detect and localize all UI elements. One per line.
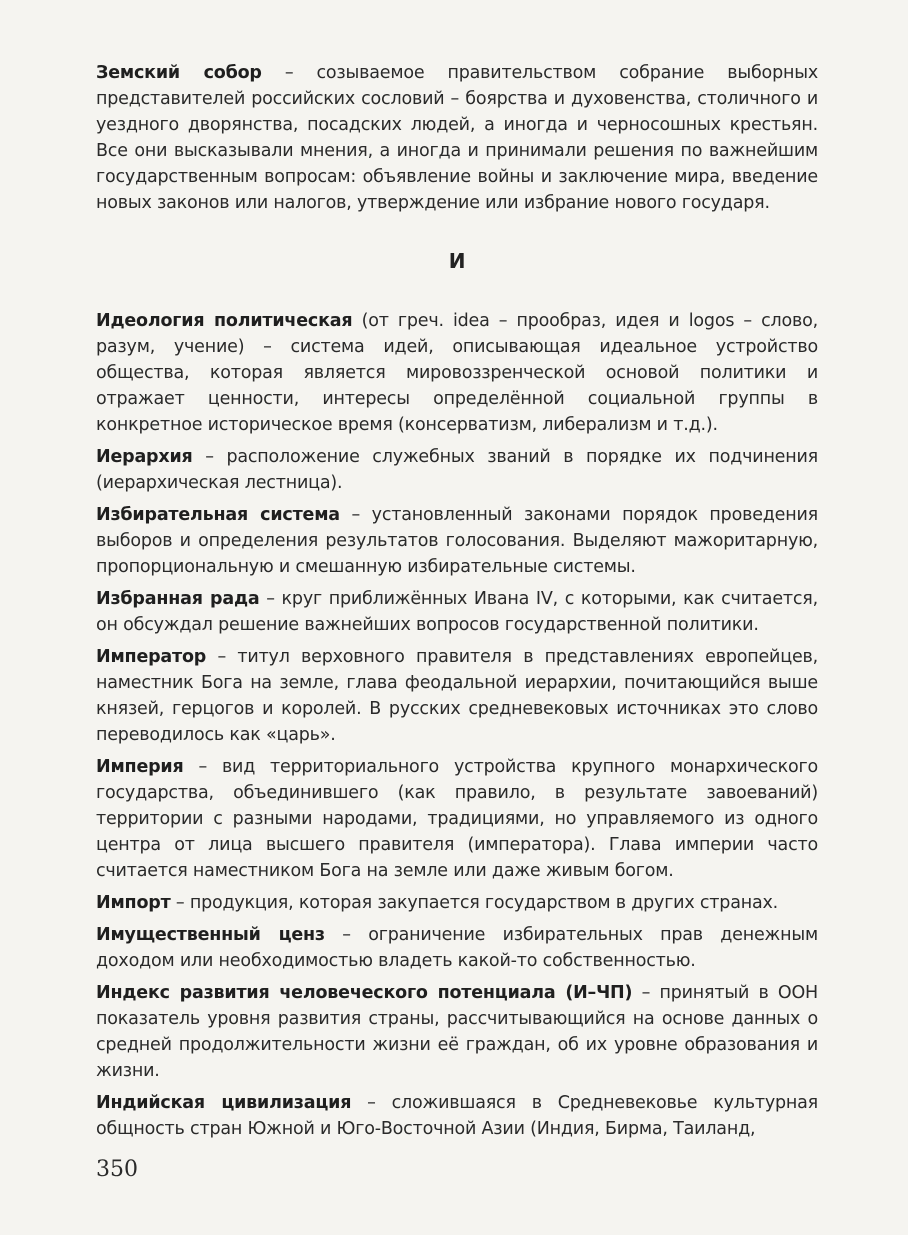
glossary-entry [96,586,818,638]
entry-term: Империя [96,757,184,777]
glossary-entry [96,644,818,748]
entry-definition: – продукция, которая закупается государством в других странах. [170,893,779,913]
entry-definition: – ограничение избирательных прав денежным доходом или необходимостью владеть какой-то собственностью. [96,925,818,971]
glossary-entry [96,922,818,974]
glossary-entry [96,890,818,916]
entry-definition: – установленный законами порядок проведения выборов и определения результатов голосования. Выделяют мажоритарную, пропорциональную и смешанную избирательные системы. [96,505,818,577]
entry-term: Император [96,647,207,667]
glossary-content [96,60,818,1148]
entry-term: Индийская цивилизация [96,1093,352,1113]
entry-term: Индекс развития человеческого потенциала (И–ЧП) [96,983,633,1003]
entry-definition: – вид территориального устройства крупного монархического государства, объединившего (как правило, в результате завоеваний) территории с разными народами, традициями, но управляемого из одного центра от лица высшего правителя (императора). Глава империи часто считается наместником Бога на земле или даже живым богом. [96,757,818,881]
entry-definition: – круг приближённых Ивана IV, с которыми, как считается, он обсуждал решение важнейших вопросов государственной политики. [96,589,818,635]
entry-term: Иерархия [96,447,193,467]
entry-definition: (от греч. idea – прообраз, идея и logos – слово, разум, учение) – система идей, описывающая идеальное устройство общества, которая является мировоззренческой основой политики и отражает ценности, интересы определённой социальной группы в конкретное историческое время (консерватизм, либерализм и т.д.). [96,311,819,435]
entry-definition: – расположение служебных званий в порядке их подчинения (иерархическая лестница). [96,447,818,493]
section-letter-heading: И [448,249,466,273]
entry-definition: – созываемое правительством собрание выборных представителей российских сословий – боярства и духовенства, столичного и уездного дворянства, посадских людей, а иногда и черносошных крестьян. Все они высказывали мнения, а иногда и принимали решения по важнейшим государственным вопросам: объявление войны и заключение мира, введение новых законов или налогов, утверждение или избрание нового государя. [96,63,818,213]
entry-term: Избирательная система [96,505,340,525]
entry-definition: – сложившаяся в Средневековье культурная общность стран Южной и Юго-Восточной Азии (Индия, Бирма, Таиланд, [96,1093,818,1139]
entry-definition: – принятый в ООН показатель уровня развития страны, рассчитывающийся на основе данных о средней продолжительности жизни её граждан, об их уровне образования и жизни. [96,983,818,1081]
entry-term: Имущественный ценз [96,925,325,945]
entry-term: Избранная рада [96,589,260,609]
entry-definition: – титул верховного правителя в представлениях европейцев, наместник Бога на земле, глава феодальной иерархии, почитающийся выше князей, герцогов и королей. В русских средневековых источниках это слово переводилось как «царь». [96,647,818,745]
glossary-entry-zemsky-sobor [96,60,818,216]
entry-term: Импорт [96,893,171,913]
glossary-entry [96,754,818,884]
glossary-entry [96,308,818,438]
entry-term: Идеология политическая [96,311,353,331]
page-number: 350 [96,1157,138,1182]
glossary-entry [96,1090,818,1142]
glossary-entry [96,444,818,496]
glossary-entry [96,980,818,1084]
entry-term: Земский собор [96,63,262,83]
glossary-entry [96,502,818,580]
